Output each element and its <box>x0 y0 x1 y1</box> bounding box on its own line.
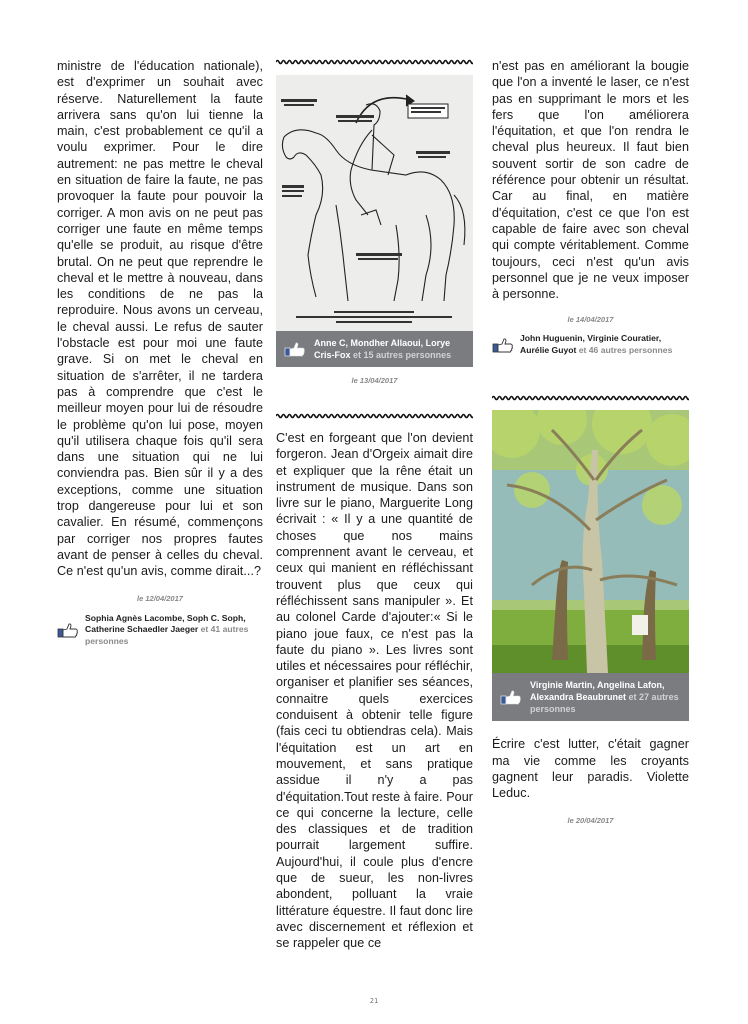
thumbs-up-icon <box>284 341 306 357</box>
image-likes-bar[interactable] <box>492 673 689 721</box>
likers-others[interactable]: et 41 autres personnes <box>85 624 249 646</box>
thumbs-up-icon <box>57 622 79 638</box>
column-1 <box>57 58 263 647</box>
likes-row[interactable] <box>57 613 263 648</box>
wavy-divider <box>276 412 473 420</box>
column-2 <box>276 58 473 952</box>
likes-text <box>85 613 263 648</box>
likes-text <box>530 679 681 715</box>
image-likes-bar[interactable] <box>276 331 473 367</box>
rider-diagram-image[interactable] <box>276 75 473 331</box>
column-3 <box>492 58 689 825</box>
post-date: le 12/04/2017 <box>137 593 183 603</box>
likers-others[interactable]: et 27 autres personnes <box>530 692 679 715</box>
article-text: C'est en forgeant que l'on devient forgeron. Jean d'Orgeix aimait dire et expliquer que la rêne était un instrument de musique. Dans son livre sur le piano, Marguerite Long écrivait : « Il y a une quantité de choses que nos mains comprennent avant le cerveau, et ceux qui manient en réfléchissant trouvent plus que ceux qui réfléchissent sans manipuler ». Et au colonel Carde d'ajouter:« Si le piano joue faux, ce n'est pas la faute du piano ». Les livres sont utiles et nécessaires pour réfléchir, organiser et planifier ses séances, connaitre quels exercices conduisent à obtenir telle figure (fais ceci tu obtiendras cela). Mais l'équitation est un art en mouvement, et sans pratique assidue il n'y a pas d'équitation.Tout reste à faire. Pour ce qui concerne la lecture, celle des classiques et de tradition pourrait largement suffire. Aujourd'hui, il coule plus d'encre que de sueur, les non-livres abondent, polluant la vraie littérature équestre. Il faut donc lire avec discernement et réflexion et se rappeler que ce <box>276 431 473 951</box>
article-text: ministre de l'éducation nationale), est d'exprimer un souhait avec réserve. Naturellement la faute arrivera sans qu'on lui tienne la main, c'est probablement ce qu'il a voulu exprimer. Pour le dire autrement: ne pas mettre le cheval en situation de faire la faute, ne pas provoquer la faute pour pouvoir la corriger. A mon avis on ne peut pas corriger une faute en même temps qu'elle se produit, au risque d'être brutal. On ne peut que reprendre le cheval et le mettre à nouveau, dans les conditions de ne pas la reproduire. Nous avons un cerveau, le cheval aussi. Le refus de sauter l'obstacle est pour moi une faute grave. Si on met le cheval en situation de s'arrêter, il ne tardera pas à comprendre que c'est le meilleur moyen pour lui de résoudre le problème qu'on lui pose, moyen qu'il utilisera chaque fois qu'il sera dans une situation qui ne lui conviendra pas. Bien sûr il y a des exceptions, comme une situation trop dangereuse pour lui et son cavalier. En résumé, commençons par corriger nos propres fautes avant de penser à celles du cheval. Ce n'est qu'un avis, comme dirait...? <box>57 59 263 579</box>
likes-row[interactable] <box>492 333 689 356</box>
trees-photo[interactable] <box>492 410 689 673</box>
quote-text: Écrire c'est lutter, c'était gagner ma vie comme les croyants gagnent leur paradis. Violette Leduc. <box>492 737 689 801</box>
likes-text <box>314 337 465 361</box>
post-date: le 14/04/2017 <box>567 315 614 325</box>
likers-names[interactable]: Sophia Agnès Lacombe, Soph C. Soph, Catherine Schaedler Jaeger <box>85 612 246 634</box>
thumbs-up-icon <box>492 337 514 353</box>
likers-others[interactable]: et 46 autres personnes <box>578 344 673 355</box>
wavy-divider <box>492 394 689 402</box>
likers-names[interactable]: Anne C, Mondher Allaoui, Lorye Cris-Fox <box>314 338 451 360</box>
post-date: le 13/04/2017 <box>351 376 398 385</box>
plane-trees-illustration <box>492 410 689 673</box>
image-card[interactable] <box>276 75 473 367</box>
post-date: le 20/04/2017 <box>567 815 614 825</box>
likers-names[interactable]: Virginie Martin, Angelina Lafon, Alexandra Beaubrunet <box>530 680 665 703</box>
horse-rider-drawing <box>276 75 473 331</box>
page-number: 21 <box>369 997 379 1005</box>
likers-names[interactable]: John Huguenin, Virginie Couratier, Aurélie Guyot <box>520 333 662 355</box>
article-text: n'est pas en améliorant la bougie que l'on a inventé le laser, ce n'est pas en supprimant le mors et les fers que l'on améliorera l'équitation, et que l'on rendra le cheval plus heureux. Il faut bien souvent sortir de son cadre de référence pour obtenir un résultat. Car au final, en matière d'équitation, c'est ce que l'on est capable de faire avec son cheval qui compte véritablement. Comme toujours, ceci n'est qu'un avis personnel que je ne veux imposer à personne. <box>492 59 689 302</box>
wavy-divider <box>276 58 473 66</box>
thumbs-up-icon <box>500 689 522 705</box>
image-card[interactable] <box>492 410 689 721</box>
likes-text <box>520 333 689 356</box>
likers-others[interactable]: et 15 autres personnes <box>353 350 452 360</box>
